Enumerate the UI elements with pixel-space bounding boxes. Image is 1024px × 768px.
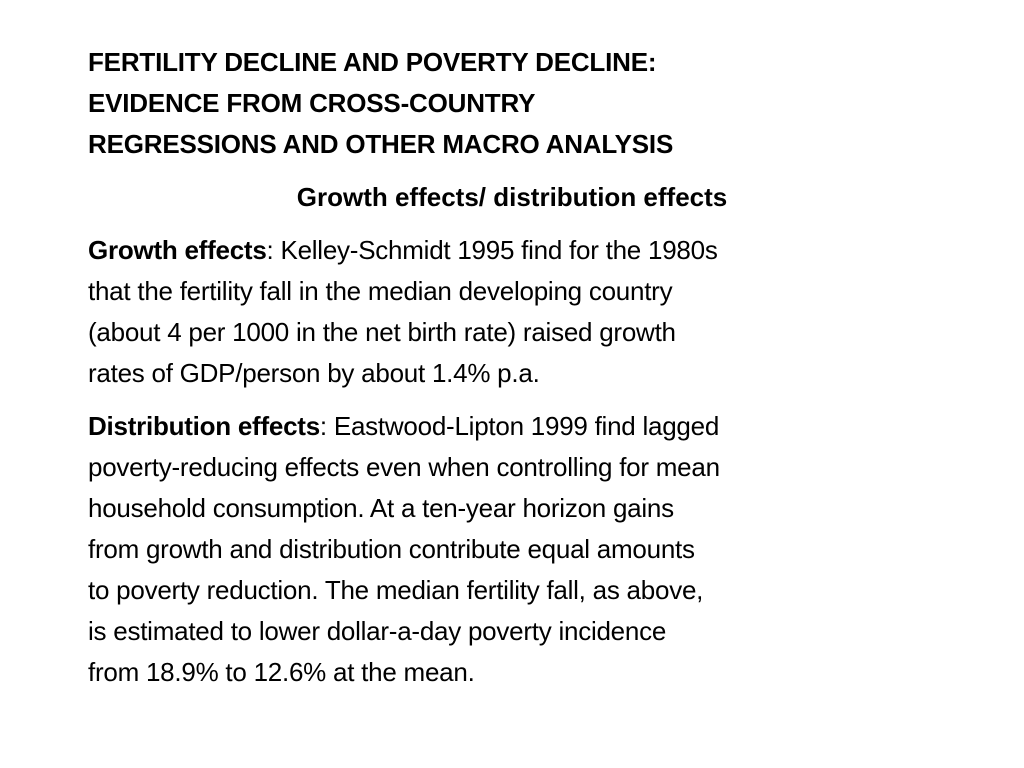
distribution-effects-heading: Distribution effects <box>88 411 320 441</box>
paragraph-line: rates of GDP/person by about 1.4% p.a. <box>88 358 540 388</box>
paragraph-line: to poverty reduction. The median fertility fall, as above, <box>88 575 704 605</box>
growth-effects-paragraph <box>88 230 943 394</box>
slide-subtitle: Growth effects/ distribution effects <box>296 182 728 212</box>
slide-title <box>88 42 948 165</box>
paragraph-line: from growth and distribution contribute equal amounts <box>88 534 695 564</box>
paragraph-line: from 18.9% to 12.6% at the mean. <box>88 657 475 687</box>
growth-effects-text: : Kelley-Schmidt 1995 find for the 1980s <box>266 235 718 265</box>
paragraph-line: household consumption. At a ten-year horizon gains <box>88 493 674 523</box>
paragraph-line: is estimated to lower dollar-a-day poverty incidence <box>88 616 667 646</box>
distribution-effects-paragraph <box>88 406 943 693</box>
paragraph-line: poverty-reducing effects even when controlling for mean <box>88 452 720 482</box>
title-line: FERTILITY DECLINE AND POVERTY DECLINE: <box>88 47 657 77</box>
slide-content <box>88 42 948 693</box>
growth-effects-first-line <box>88 230 943 271</box>
growth-effects-heading: Growth effects <box>88 235 267 265</box>
paragraph-line: (about 4 per 1000 in the net birth rate) raised growth <box>88 317 676 347</box>
paragraph-line: that the fertility fall in the median developing country <box>88 276 673 306</box>
title-line: REGRESSIONS AND OTHER MACRO ANALYSIS <box>88 129 674 159</box>
distribution-effects-first-line <box>88 406 943 447</box>
title-line: EVIDENCE FROM CROSS-COUNTRY <box>88 88 536 118</box>
distribution-effects-text: : Eastwood-Lipton 1999 find lagged <box>319 411 720 441</box>
